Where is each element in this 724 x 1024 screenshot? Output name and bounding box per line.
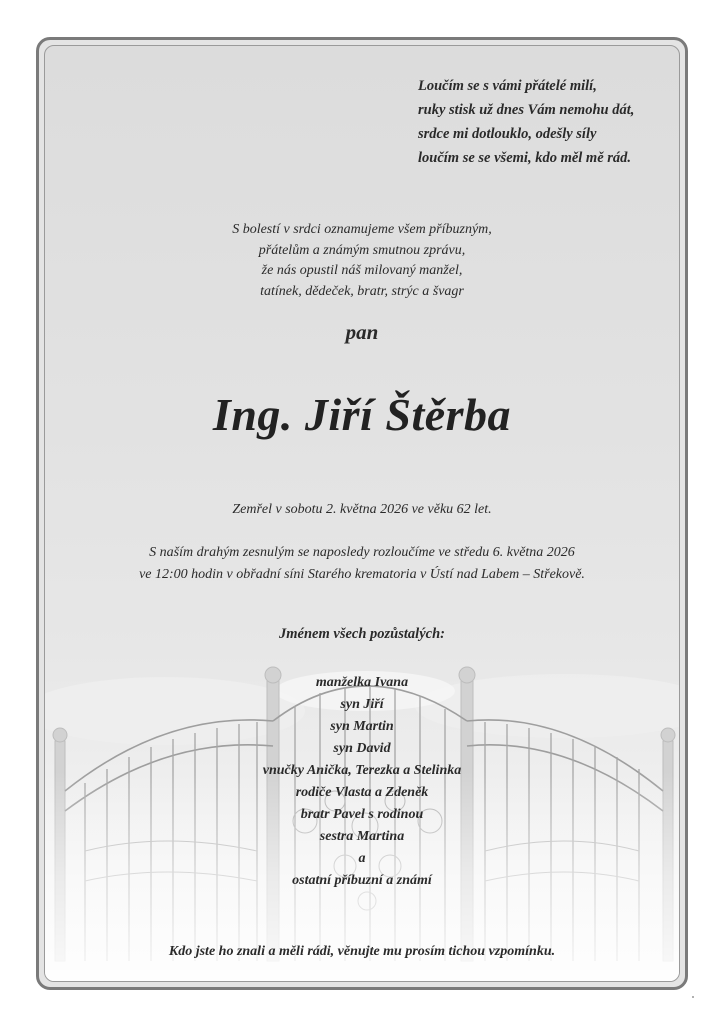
mourners-list xyxy=(0,672,724,892)
mourner-item: syn David xyxy=(333,741,391,756)
poem-line: srdce mi dotlouklo, odešly síly xyxy=(418,126,597,142)
mourner-item: syn Jiří xyxy=(340,697,384,712)
funeral-details xyxy=(0,542,724,586)
intro-line: přátelům a známým smutnou zprávu, xyxy=(258,242,466,258)
death-notice: Zemřel v sobotu 2. května 2026 ve věku 62 let. xyxy=(232,502,492,517)
announcement-intro xyxy=(0,220,724,302)
funeral-line: S naším drahým zesnulým se naposledy rozloučíme ve středu 6. května 2026 xyxy=(149,545,575,560)
mourner-item: ostatní příbuzní a známí xyxy=(292,873,432,888)
farewell-poem xyxy=(418,74,634,170)
closing-line: Kdo jste ho znali a měli rádi, věnujte mu prosím tichou vzpomínku. xyxy=(168,944,556,959)
poem-line: loučím se se všemi, kdo měl mě rád. xyxy=(418,150,632,166)
funeral-line: ve 12:00 hodin v obřadní síni Starého krematoria v Ústí nad Labem – Střekově. xyxy=(139,567,585,582)
mourner-item: rodiče Vlasta a Zdeněk xyxy=(295,785,429,800)
scan-speck xyxy=(692,996,694,998)
mourner-item: bratr Pavel s rodinou xyxy=(300,807,424,822)
poem-line: Loučím se s vámi přátelé milí, xyxy=(418,78,597,94)
poem-line: ruky stisk už dnes Vám nemohu dát, xyxy=(418,102,635,118)
mourner-item: sestra Martina xyxy=(319,829,405,844)
mourner-item: syn Martin xyxy=(330,719,394,734)
mourner-item: vnučky Anička, Terezka a Stelinka xyxy=(262,763,462,778)
mourner-item: manželka Ivana xyxy=(315,675,409,690)
intro-line: že nás opustil náš milovaný manžel, xyxy=(261,263,463,278)
behalf-heading: Jménem všech pozůstalých: xyxy=(279,626,445,642)
intro-line: S bolestí v srdci oznamujeme všem příbuzným, xyxy=(232,222,492,237)
intro-line: tatínek, dědeček, bratr, strýc a švagr xyxy=(260,283,464,299)
title-prefix: pan xyxy=(345,320,379,344)
deceased-name: Ing. Jiří Štěrba xyxy=(212,389,512,440)
mourner-item: a xyxy=(358,851,366,866)
